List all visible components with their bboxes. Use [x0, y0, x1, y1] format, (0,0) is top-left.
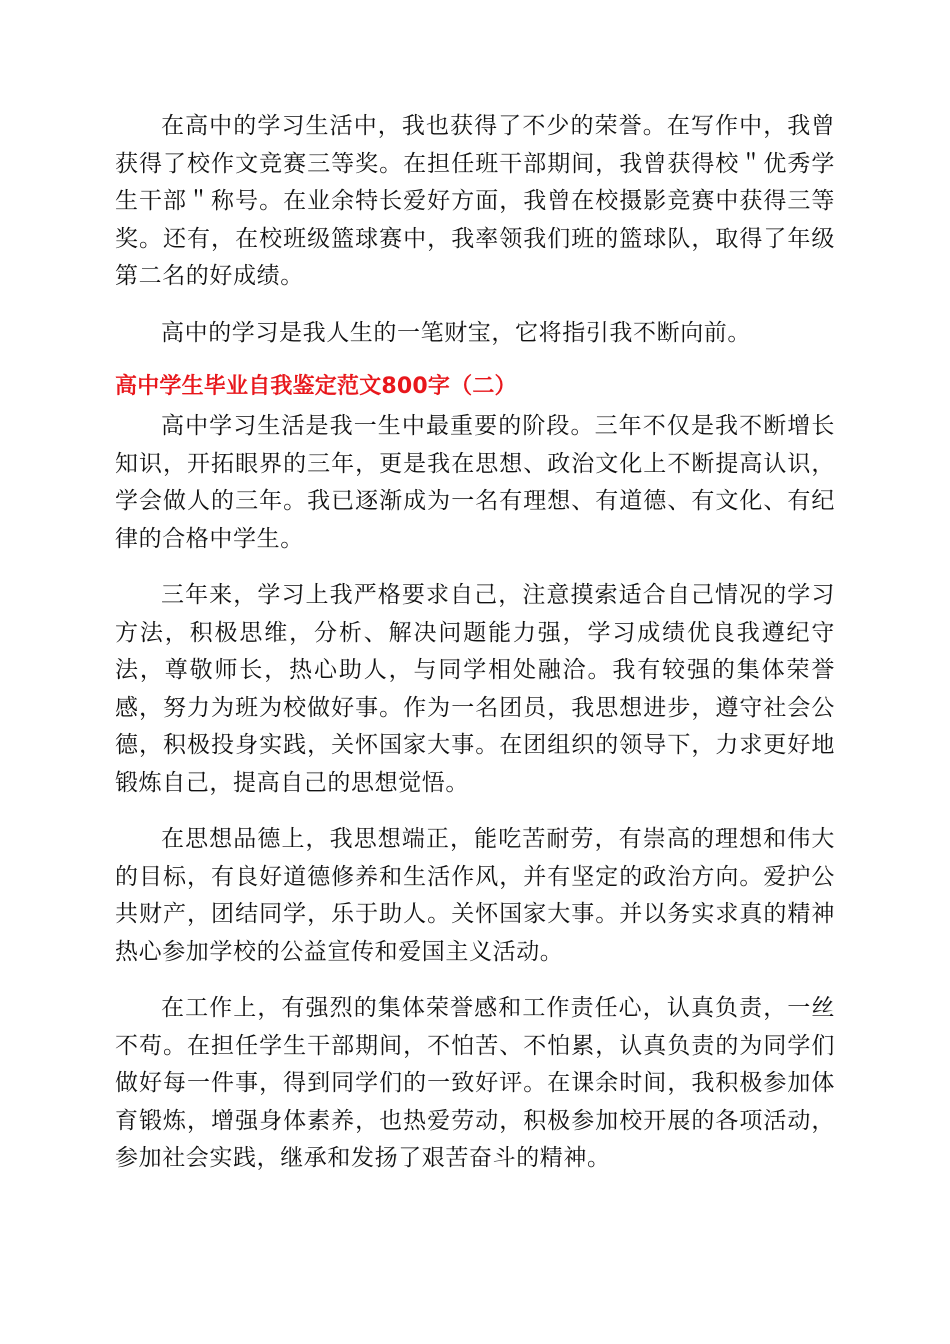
paragraph-work: 在工作上，有强烈的集体荣誉感和工作责任心，认真负责，一丝不苟。在担任学生干部期间，不怕苦、不怕累，认真负责的为同学们做好每一件事，得到同学们的一致好评。在课余时间，我积极参加体育锻炼，增强身体素养，也热爱劳动，积极参加校开展的各项活动，参加社会实践，继承和发扬了艰苦奋斗的精神。	[115, 995, 835, 1171]
paragraph-intro: 高中学习生活是我一生中最重要的阶段。三年不仅是我不断增长知识，开拓眼界的三年，更是我在思想、政治文化上不断提高认识，学会做人的三年。我已逐渐成为一名有理想、有道德、有文化、有纪律的合格中学生。	[115, 413, 835, 552]
document-page	[115, 108, 835, 1178]
paragraph-morality: 在思想品德上，我思想端正，能吃苦耐劳，有崇高的理想和伟大的目标，有良好道德修养和生活作风，并有坚定的政治方向。爱护公共财产，团结同学，乐于助人。关怀国家大事。并以务实求真的精神热心参加学校的公益宣传和爱国主义活动。	[115, 826, 835, 965]
section-heading: 高中学生毕业自我鉴定范文800字（二）	[115, 374, 517, 399]
paragraph-honors: 在高中的学习生活中，我也获得了不少的荣誉。在写作中，我曾获得了校作文竞赛三等奖。在担任班干部期间，我曾获得校＂优秀学生干部＂称号。在业余特长爱好方面，我曾在校摄影竞赛中获得三等奖。还有，在校班级篮球赛中，我率领我们班的篮球队，取得了年级第二名的好成绩。	[115, 113, 835, 289]
paragraph-study: 三年来，学习上我严格要求自己，注意摸索适合自己情况的学习方法，积极思维，分析、解决问题能力强，学习成绩优良我遵纪守法，尊敬师长，热心助人，与同学相处融洽。我有较强的集体荣誉感，努力为班为校做好事。作为一名团员，我思想进步，遵守社会公德，积极投身实践，关怀国家大事。在团组织的领导下，力求更好地锻炼自己，提高自己的思想觉悟。	[115, 582, 835, 796]
paragraph-treasure: 高中的学习是我人生的一笔财宝，它将指引我不断向前。	[161, 319, 751, 346]
